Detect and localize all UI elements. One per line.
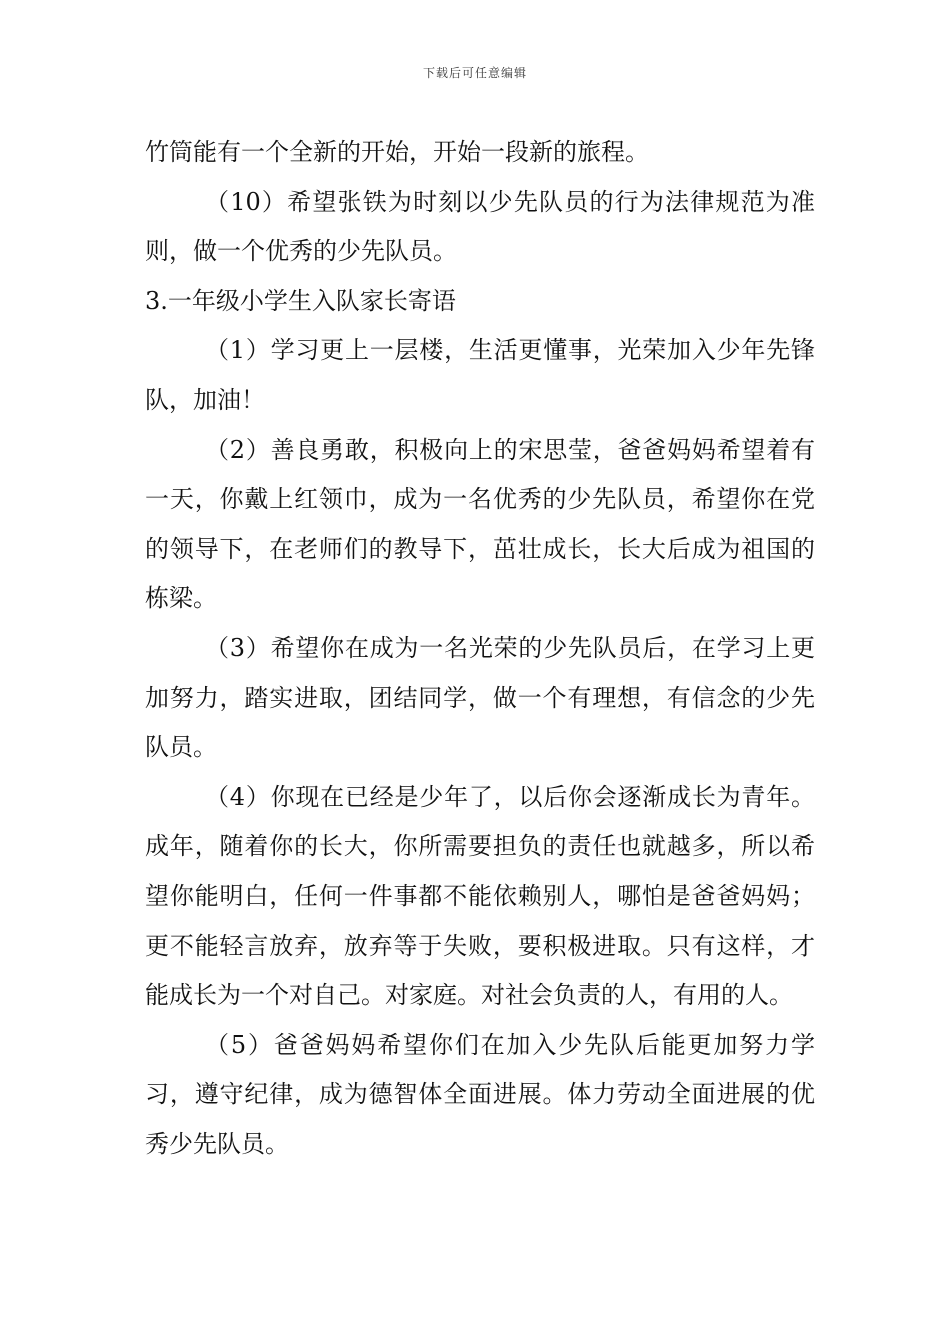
document-body (145, 128, 815, 1169)
section-heading: 3.一年级小学生入队家长寄语 (145, 286, 456, 315)
paragraph-item-4: （4）你现在已经是少年了，以后你会逐渐成长为青年。成年，随着你的长大，你所需要担负的责任也就越多，所以希望你能明白，任何一件事都不能依赖别人，哪怕是爸爸妈妈；更不能轻言放弃，放弃等于失败，要积极进取。只有这样，才能成长为一个对自己。对家庭。对社会负责的人，有用的人。 (145, 782, 815, 1010)
paragraph-item-2: （2）善良勇敢，积极向上的宋思莹，爸爸妈妈希望着有一天，你戴上红领巾，成为一名优秀的少先队员，希望你在党的领导下，在老师们的教导下，茁壮成长，长大后成为祖国的栋梁。 (145, 435, 815, 613)
paragraph-item-5: （5）爸爸妈妈希望你们在加入少先队后能更加努力学习，遵守纪律，成为德智体全面进展。体力劳动全面进展的优秀少先队员。 (145, 1030, 815, 1158)
paragraph-continuation: 竹筒能有一个全新的开始，开始一段新的旅程。 (145, 138, 649, 166)
page-header-note: 下载后可任意编辑 (422, 66, 527, 80)
paragraph-item-10: （10）希望张铁为时刻以少先队员的行为法律规范为准则，做一个优秀的少先队员。 (145, 187, 815, 266)
paragraph-item-3: （3）希望你在成为一名光荣的少先队员后，在学习上更加努力，踏实进取，团结同学，做一个有理想，有信念的少先队员。 (145, 633, 815, 762)
paragraph-item-1: （1）学习更上一层楼，生活更懂事，光荣加入少年先锋队，加油！ (145, 336, 815, 414)
